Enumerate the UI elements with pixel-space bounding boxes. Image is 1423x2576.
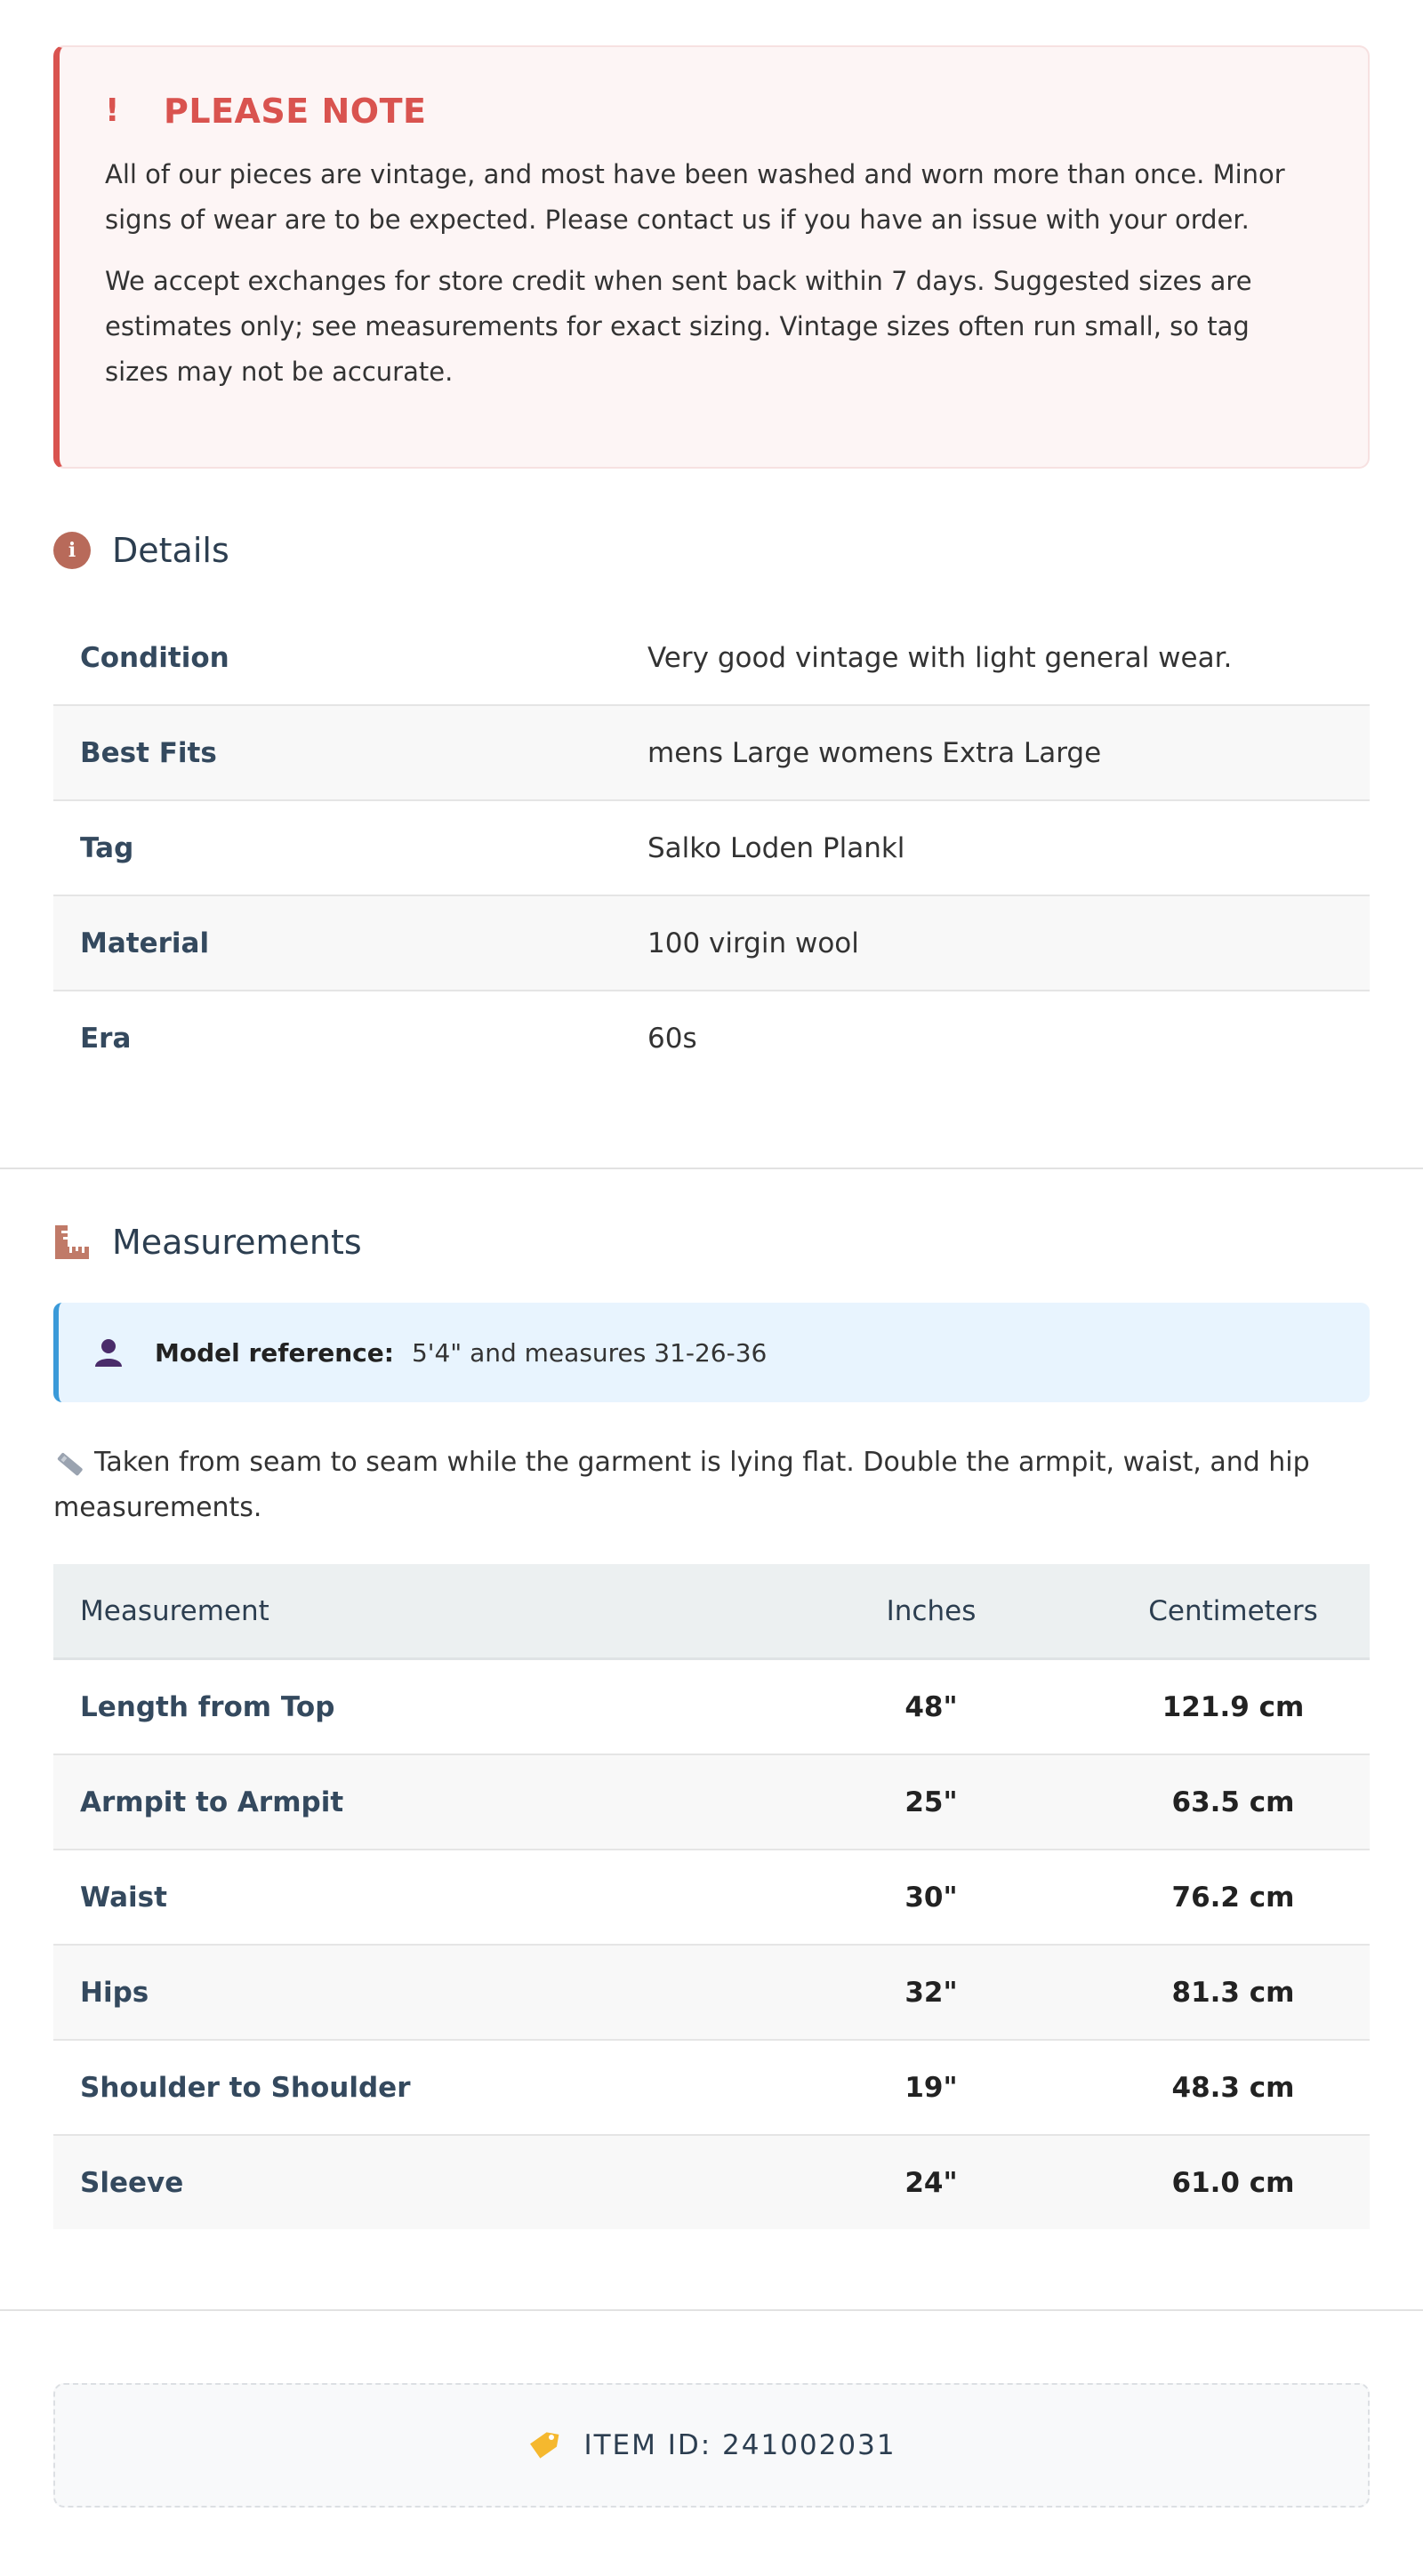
measurement-cm: 61.0 cm bbox=[1097, 2135, 1370, 2229]
ruler-icon bbox=[53, 1224, 91, 1261]
details-title: Details bbox=[112, 531, 229, 570]
measurement-inches: 32" bbox=[766, 1945, 1097, 2040]
exclamation-icon: ! bbox=[105, 92, 120, 129]
detail-label: Material bbox=[53, 895, 647, 991]
notice-header bbox=[105, 92, 1321, 131]
measurement-inches: 19" bbox=[766, 2040, 1097, 2135]
table-row bbox=[53, 1850, 1370, 1945]
measurement-name: Hips bbox=[53, 1945, 766, 2040]
measurement-name: Shoulder to Shoulder bbox=[53, 2040, 766, 2135]
measurements-table bbox=[53, 1564, 1370, 2229]
detail-label: Best Fits bbox=[53, 705, 647, 800]
tag-icon bbox=[527, 2428, 560, 2462]
measurement-name: Armpit to Armpit bbox=[53, 1754, 766, 1850]
measurements-header bbox=[53, 1223, 1370, 1262]
measurement-inches: 48" bbox=[766, 1659, 1097, 1755]
measurement-note bbox=[53, 1440, 1370, 1530]
notice-title: PLEASE NOTE bbox=[164, 92, 427, 131]
item-id-box bbox=[53, 2383, 1370, 2508]
measurement-cm: 121.9 cm bbox=[1097, 1659, 1370, 1755]
table-row bbox=[53, 1659, 1370, 1755]
section-divider bbox=[0, 2309, 1423, 2311]
model-reference-box bbox=[53, 1303, 1370, 1402]
info-icon: i bbox=[53, 532, 91, 569]
measurement-inches: 24" bbox=[766, 2135, 1097, 2229]
pencil-icon bbox=[53, 1448, 85, 1480]
detail-value: Salko Loden Plankl bbox=[647, 800, 1370, 895]
table-row bbox=[53, 611, 1370, 705]
measurement-inches: 30" bbox=[766, 1850, 1097, 1945]
detail-label: Tag bbox=[53, 800, 647, 895]
table-row bbox=[53, 2135, 1370, 2229]
measurement-cm: 48.3 cm bbox=[1097, 2040, 1370, 2135]
model-reference-label: Model reference: bbox=[155, 1337, 394, 1368]
table-row bbox=[53, 895, 1370, 991]
table-row bbox=[53, 1945, 1370, 2040]
detail-label: Era bbox=[80, 1022, 132, 1055]
detail-value: Very good vintage with light general wear. bbox=[647, 611, 1370, 705]
measurement-cm: 81.3 cm bbox=[1097, 1945, 1370, 2040]
detail-value: mens Large womens Extra Large bbox=[647, 705, 1370, 800]
column-header: Measurement bbox=[53, 1564, 766, 1659]
details-header bbox=[53, 531, 1370, 570]
item-id: ITEM ID: 241002031 bbox=[583, 2429, 896, 2461]
measurement-name: Waist bbox=[53, 1850, 766, 1945]
measurement-name: Length from Top bbox=[53, 1659, 766, 1755]
table-header-row bbox=[53, 1564, 1370, 1659]
notice-paragraph: We accept exchanges for store credit when sent back within 7 days. Suggested sizes are estimates only; see measurements for exact sizing. Vintage sizes often run small, so tag sizes may not be accurate. bbox=[105, 266, 1252, 387]
detail-label: Condition bbox=[53, 611, 647, 705]
measurement-inches: 25" bbox=[766, 1754, 1097, 1850]
notice-paragraph: All of our pieces are vintage, and most have been washed and worn more than once. Minor signs of wear are to be expected. Please contact us if you have an issue with your order. bbox=[105, 159, 1285, 235]
measurement-name: Sleeve bbox=[53, 2135, 766, 2229]
model-reference-value: 5'4" and measures 31-26-36 bbox=[411, 1337, 768, 1368]
details-table bbox=[53, 611, 1370, 1085]
measurements-title: Measurements bbox=[112, 1223, 362, 1262]
table-row bbox=[53, 2040, 1370, 2135]
column-header: Inches bbox=[766, 1564, 1097, 1659]
measurement-cm: 63.5 cm bbox=[1097, 1754, 1370, 1850]
measurement-note-text: Taken from seam to seam while the garment is lying flat. Double the armpit, waist, and hip measurements. bbox=[53, 1447, 1310, 1523]
table-row bbox=[53, 705, 1370, 800]
measurement-cm: 76.2 cm bbox=[1097, 1850, 1370, 1945]
column-header: Centimeters bbox=[1097, 1564, 1370, 1659]
detail-value: 60s bbox=[647, 1022, 697, 1055]
detail-value: 100 virgin wool bbox=[647, 895, 1370, 991]
person-icon bbox=[92, 1336, 125, 1368]
table-row bbox=[53, 991, 1370, 1085]
notice-box bbox=[53, 45, 1370, 469]
table-row bbox=[53, 1754, 1370, 1850]
table-row bbox=[53, 800, 1370, 895]
section-divider bbox=[0, 1168, 1423, 1169]
